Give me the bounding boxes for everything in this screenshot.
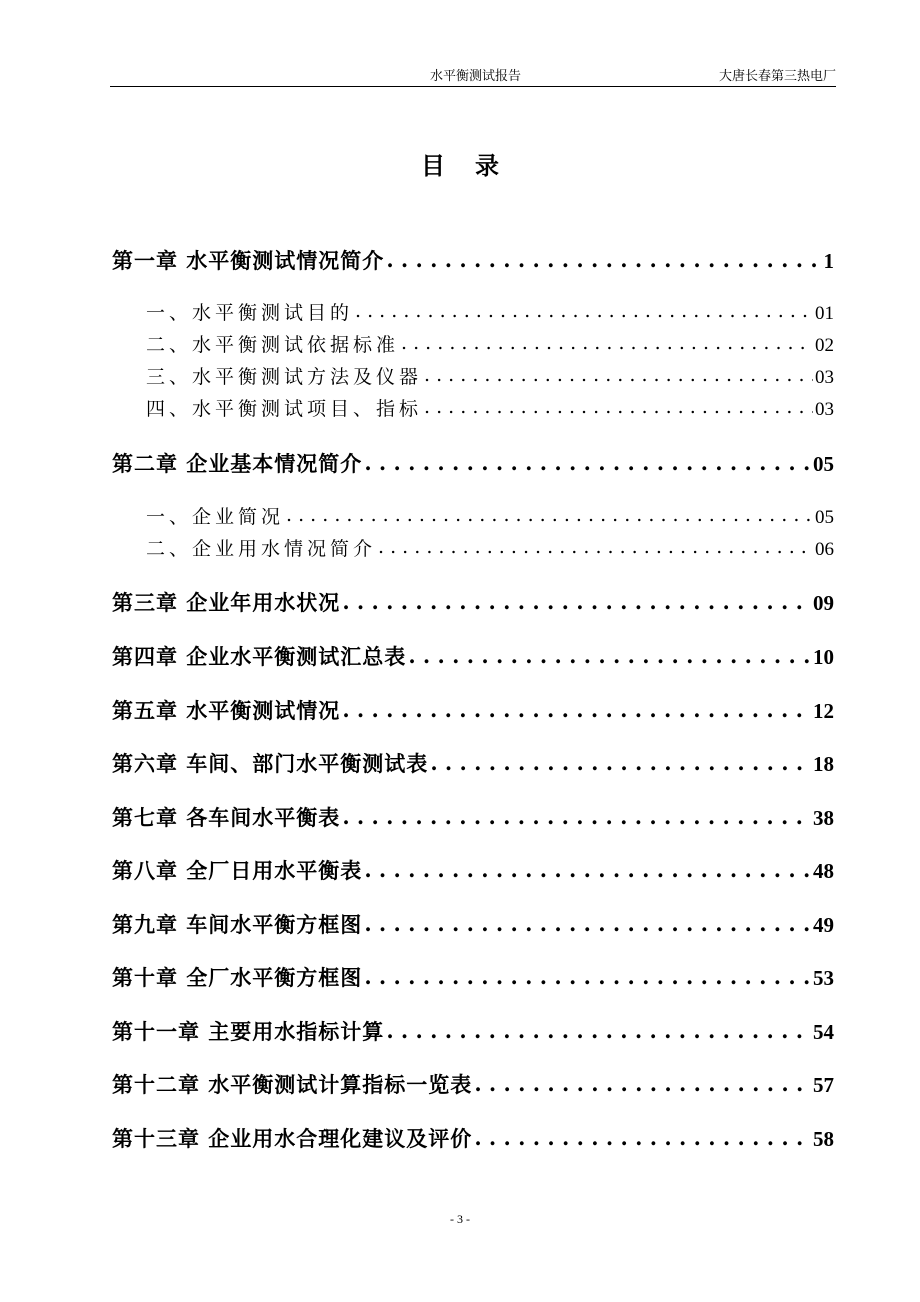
toc-chapter-7[interactable] [112,802,834,832]
toc-leader-dots [386,247,821,268]
toc-leader-dots [342,804,811,825]
toc-chapter-label: 第二章 企业基本情况简介 [112,451,363,476]
toc-chapter-11[interactable] [112,1016,834,1046]
toc-leader-dots [424,364,813,383]
toc-leader-dots [378,536,813,555]
toc-page-number: 09 [813,591,834,615]
toc-section-label: 三、水平衡测试方法及仪器 [146,366,423,388]
toc-chapter-9[interactable] [112,909,834,939]
toc-page-number: 02 [815,335,834,356]
toc-section-label: 二、水平衡测试依据标准 [146,334,400,356]
toc-section-1-4[interactable] [146,394,834,422]
toc-chapter-label: 第一章 水平衡测试情况简介 [112,248,385,273]
toc-section-1-3[interactable] [146,362,834,390]
page-number-footer: - 3 - [450,1212,470,1226]
toc-section-1-1[interactable] [146,298,834,326]
toc-chapter-label: 第八章 全厂日用水平衡表 [112,858,363,883]
toc-leader-dots [474,1125,811,1146]
page-header [110,62,836,87]
toc-chapter-5[interactable] [112,695,834,725]
toc-chapter-2[interactable] [112,448,834,478]
toc-chapter-label: 第十三章 企业用水合理化建议及评价 [112,1126,473,1151]
toc-section-label: 四、水平衡测试项目、指标 [146,398,423,420]
toc-page-number: 01 [815,303,834,324]
toc-page-number: 03 [815,367,834,388]
toc-page-number: 10 [813,645,834,669]
toc-leader-dots [386,1018,811,1039]
toc-chapter-label: 第六章 车间、部门水平衡测试表 [112,751,429,776]
toc-page-number: 12 [813,699,834,723]
toc-chapter-6[interactable] [112,748,834,778]
toc-page-number: 54 [813,1020,834,1044]
toc-chapter-8[interactable] [112,855,834,885]
toc-leader-dots [342,589,811,610]
toc-leader-dots [401,332,813,351]
toc-section-2-2[interactable] [146,534,834,562]
toc-leader-dots [474,1071,811,1092]
toc-chapter-4[interactable] [112,641,834,671]
toc-page-number: 49 [813,913,834,937]
toc-chapter-13[interactable] [112,1123,834,1153]
toc-page-number: 06 [815,539,834,560]
toc-chapter-10[interactable] [112,962,834,992]
toc-section-2-1[interactable] [146,502,834,530]
toc-page-number: 05 [813,452,834,476]
toc-chapter-label: 第七章 各车间水平衡表 [112,805,341,830]
toc-page-number: 18 [813,752,834,776]
toc-page-number: 48 [813,859,834,883]
toc-chapter-3[interactable] [112,587,834,617]
toc-chapter-label: 第十二章 水平衡测试计算指标一览表 [112,1072,473,1097]
toc-page-number: 1 [823,249,834,273]
toc-page-number: 58 [813,1127,834,1151]
toc-leader-dots [424,396,813,415]
toc-page-number: 57 [813,1073,834,1097]
toc-chapter-label: 第十一章 主要用水指标计算 [112,1019,385,1044]
toc-leader-dots [364,857,811,878]
toc-leader-dots [364,964,811,985]
toc-leader-dots [408,643,811,664]
toc-page-number: 03 [815,399,834,420]
toc-title: 目录 [421,152,529,180]
toc-chapter-12[interactable] [112,1069,834,1099]
toc-chapter-label: 第九章 车间水平衡方框图 [112,912,363,937]
toc-section-1-2[interactable] [146,330,834,358]
toc-leader-dots [430,750,811,771]
toc-section-label: 一、企业简况 [146,506,285,528]
toc-chapter-label: 第五章 水平衡测试情况 [112,698,341,723]
toc-leader-dots [364,911,811,932]
toc-leader-dots [342,697,811,718]
header-report-title: 水平衡测试报告 [430,69,522,84]
header-company-name: 大唐长春第三热电厂 [718,69,836,84]
toc-section-label: 二、企业用水情况简介 [146,538,377,560]
toc-chapter-label: 第四章 企业水平衡测试汇总表 [112,644,407,669]
toc-leader-dots [286,504,813,523]
toc-page-number: 53 [813,966,834,990]
toc-chapter-1[interactable] [112,245,834,275]
toc-section-label: 一、水平衡测试目的 [146,302,354,324]
toc-leader-dots [364,450,811,471]
toc-leader-dots [355,300,813,319]
toc-chapter-label: 第三章 企业年用水状况 [112,590,341,615]
toc-chapter-label: 第十章 全厂水平衡方框图 [112,965,363,990]
toc-page-number: 38 [813,806,834,830]
toc-page-number: 05 [815,507,834,528]
